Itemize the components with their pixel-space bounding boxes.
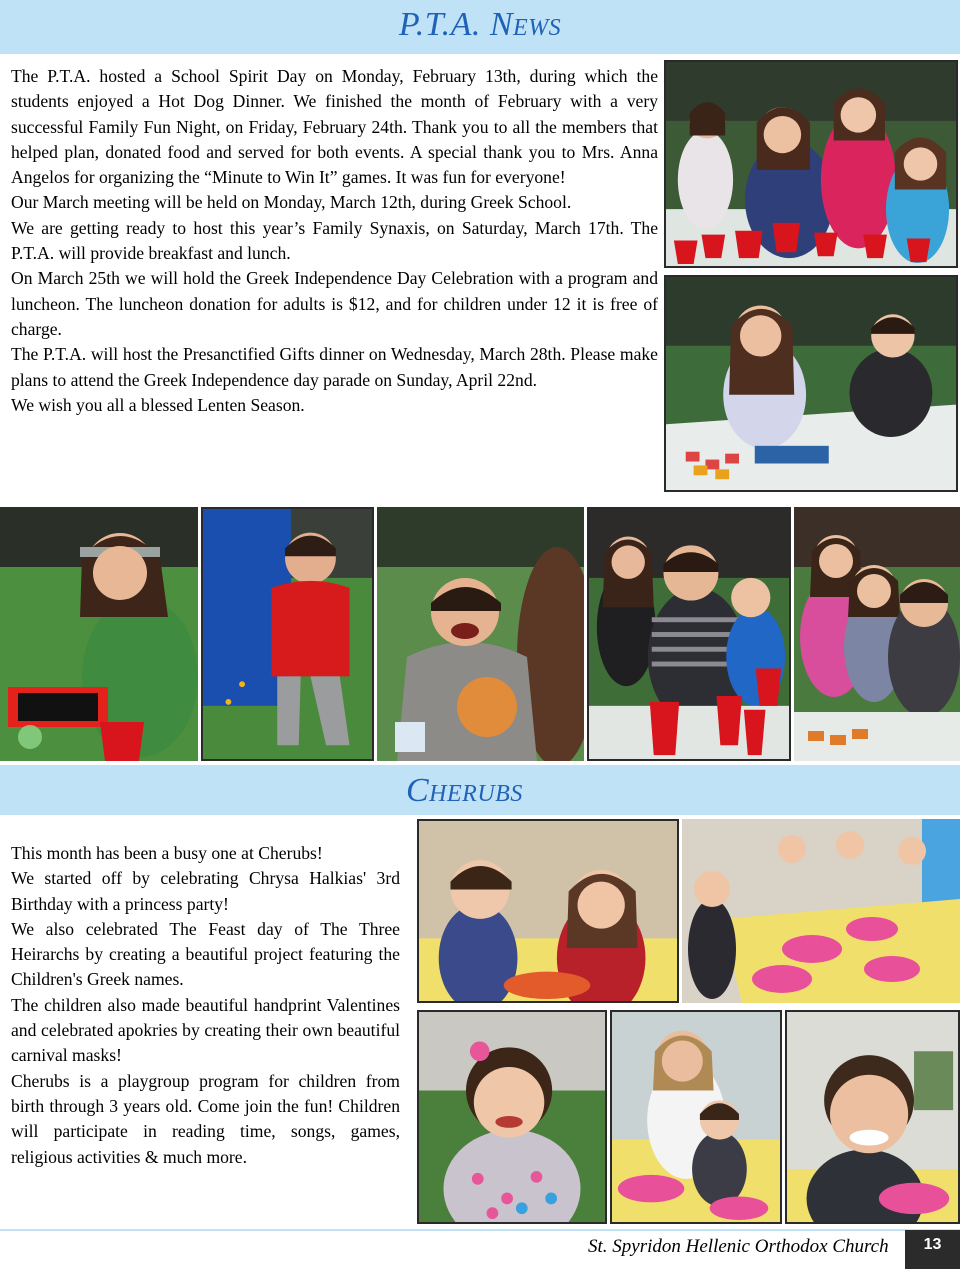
cherubs-paragraph: We started off by celebrating Chrysa Halkias' 3rd Birthday with a princess party! [11,868,400,914]
cherubs-paragraph: The children also made beautiful handprint Valentines and celebrated apokries by creating their own beautiful carnival masks! [11,994,400,1066]
photo-toddlers-at-party [417,819,679,1003]
photo-smiling-toddler-boy [785,1010,960,1224]
pta-paragraph: We wish you all a blessed Lenten Season. [11,394,305,415]
pta-paragraph: We are getting ready to host this year’s Family Synaxis, on Saturday, March 17th. The P.T.A. will provide breakfast and lunch. [11,217,658,264]
photo-children-card-game [664,275,958,492]
photo-boy-laughing [377,507,584,761]
cherubs-article [11,841,400,1170]
photo-toddlers-table [682,819,960,1003]
footer-rule [0,1229,960,1231]
pta-article [11,64,658,418]
cherubs-paragraph: This month has been a busy one at Cherubs! [11,843,323,863]
photo-boy-red-hoodie [201,507,374,761]
photo-girl-game-board [0,507,198,761]
pta-paragraph: The P.T.A. hosted a School Spirit Day on Monday, February 13th, during which the students enjoyed a Hot Dog Dinner. We finished the month of February with a very successful Family Fun Night, on Friday, February 24th. Thank you to all the members that helped plan, donated food and served for both events. A special thank you to Mrs. Anna Angelos for organizing the “Minute to Win It” games. It was fun for everyone! [11,66,658,188]
cherubs-heading: Cherubs [406,772,523,809]
pta-banner [0,0,960,54]
pta-paragraph: On March 25th we will hold the Greek Independence Day Celebration with a program and luncheon. The luncheon donation for adults is $12, and for children under 12 it is free of charge. [11,268,658,339]
photo-girls-stacking-cups [664,60,958,268]
pta-paragraph: Our March meeting will be held on Monday, March 12th, during Greek School. [11,192,572,213]
cherubs-paragraph: Cherubs is a playgroup program for children from birth through 3 years old. Come join the fun! Children will participate in reading time, songs, games, religious activities & much more. [11,1070,400,1167]
pta-heading: P.T.A. News [398,6,562,43]
pta-paragraph: The P.T.A. will host the Presanctified Gifts dinner on Wednesday, March 28th. Please make plans to attend the Greek Independence day parade on Sunday, April 22nd. [11,344,658,390]
cherubs-paragraph: We also celebrated The Feast day of The Three Heirarchs by creating a beautiful project featuring the Children's Greek names. [11,918,400,990]
page-number: 13 [905,1230,960,1269]
photo-boys-cup-game [587,507,791,761]
cherubs-banner [0,765,960,815]
photo-children-cards-table [794,507,960,761]
photo-smiling-toddler-girl [417,1010,607,1224]
photo-mother-and-child [610,1010,782,1224]
footer-church-name: St. Spyridon Hellenic Orthodox Church [588,1236,889,1257]
